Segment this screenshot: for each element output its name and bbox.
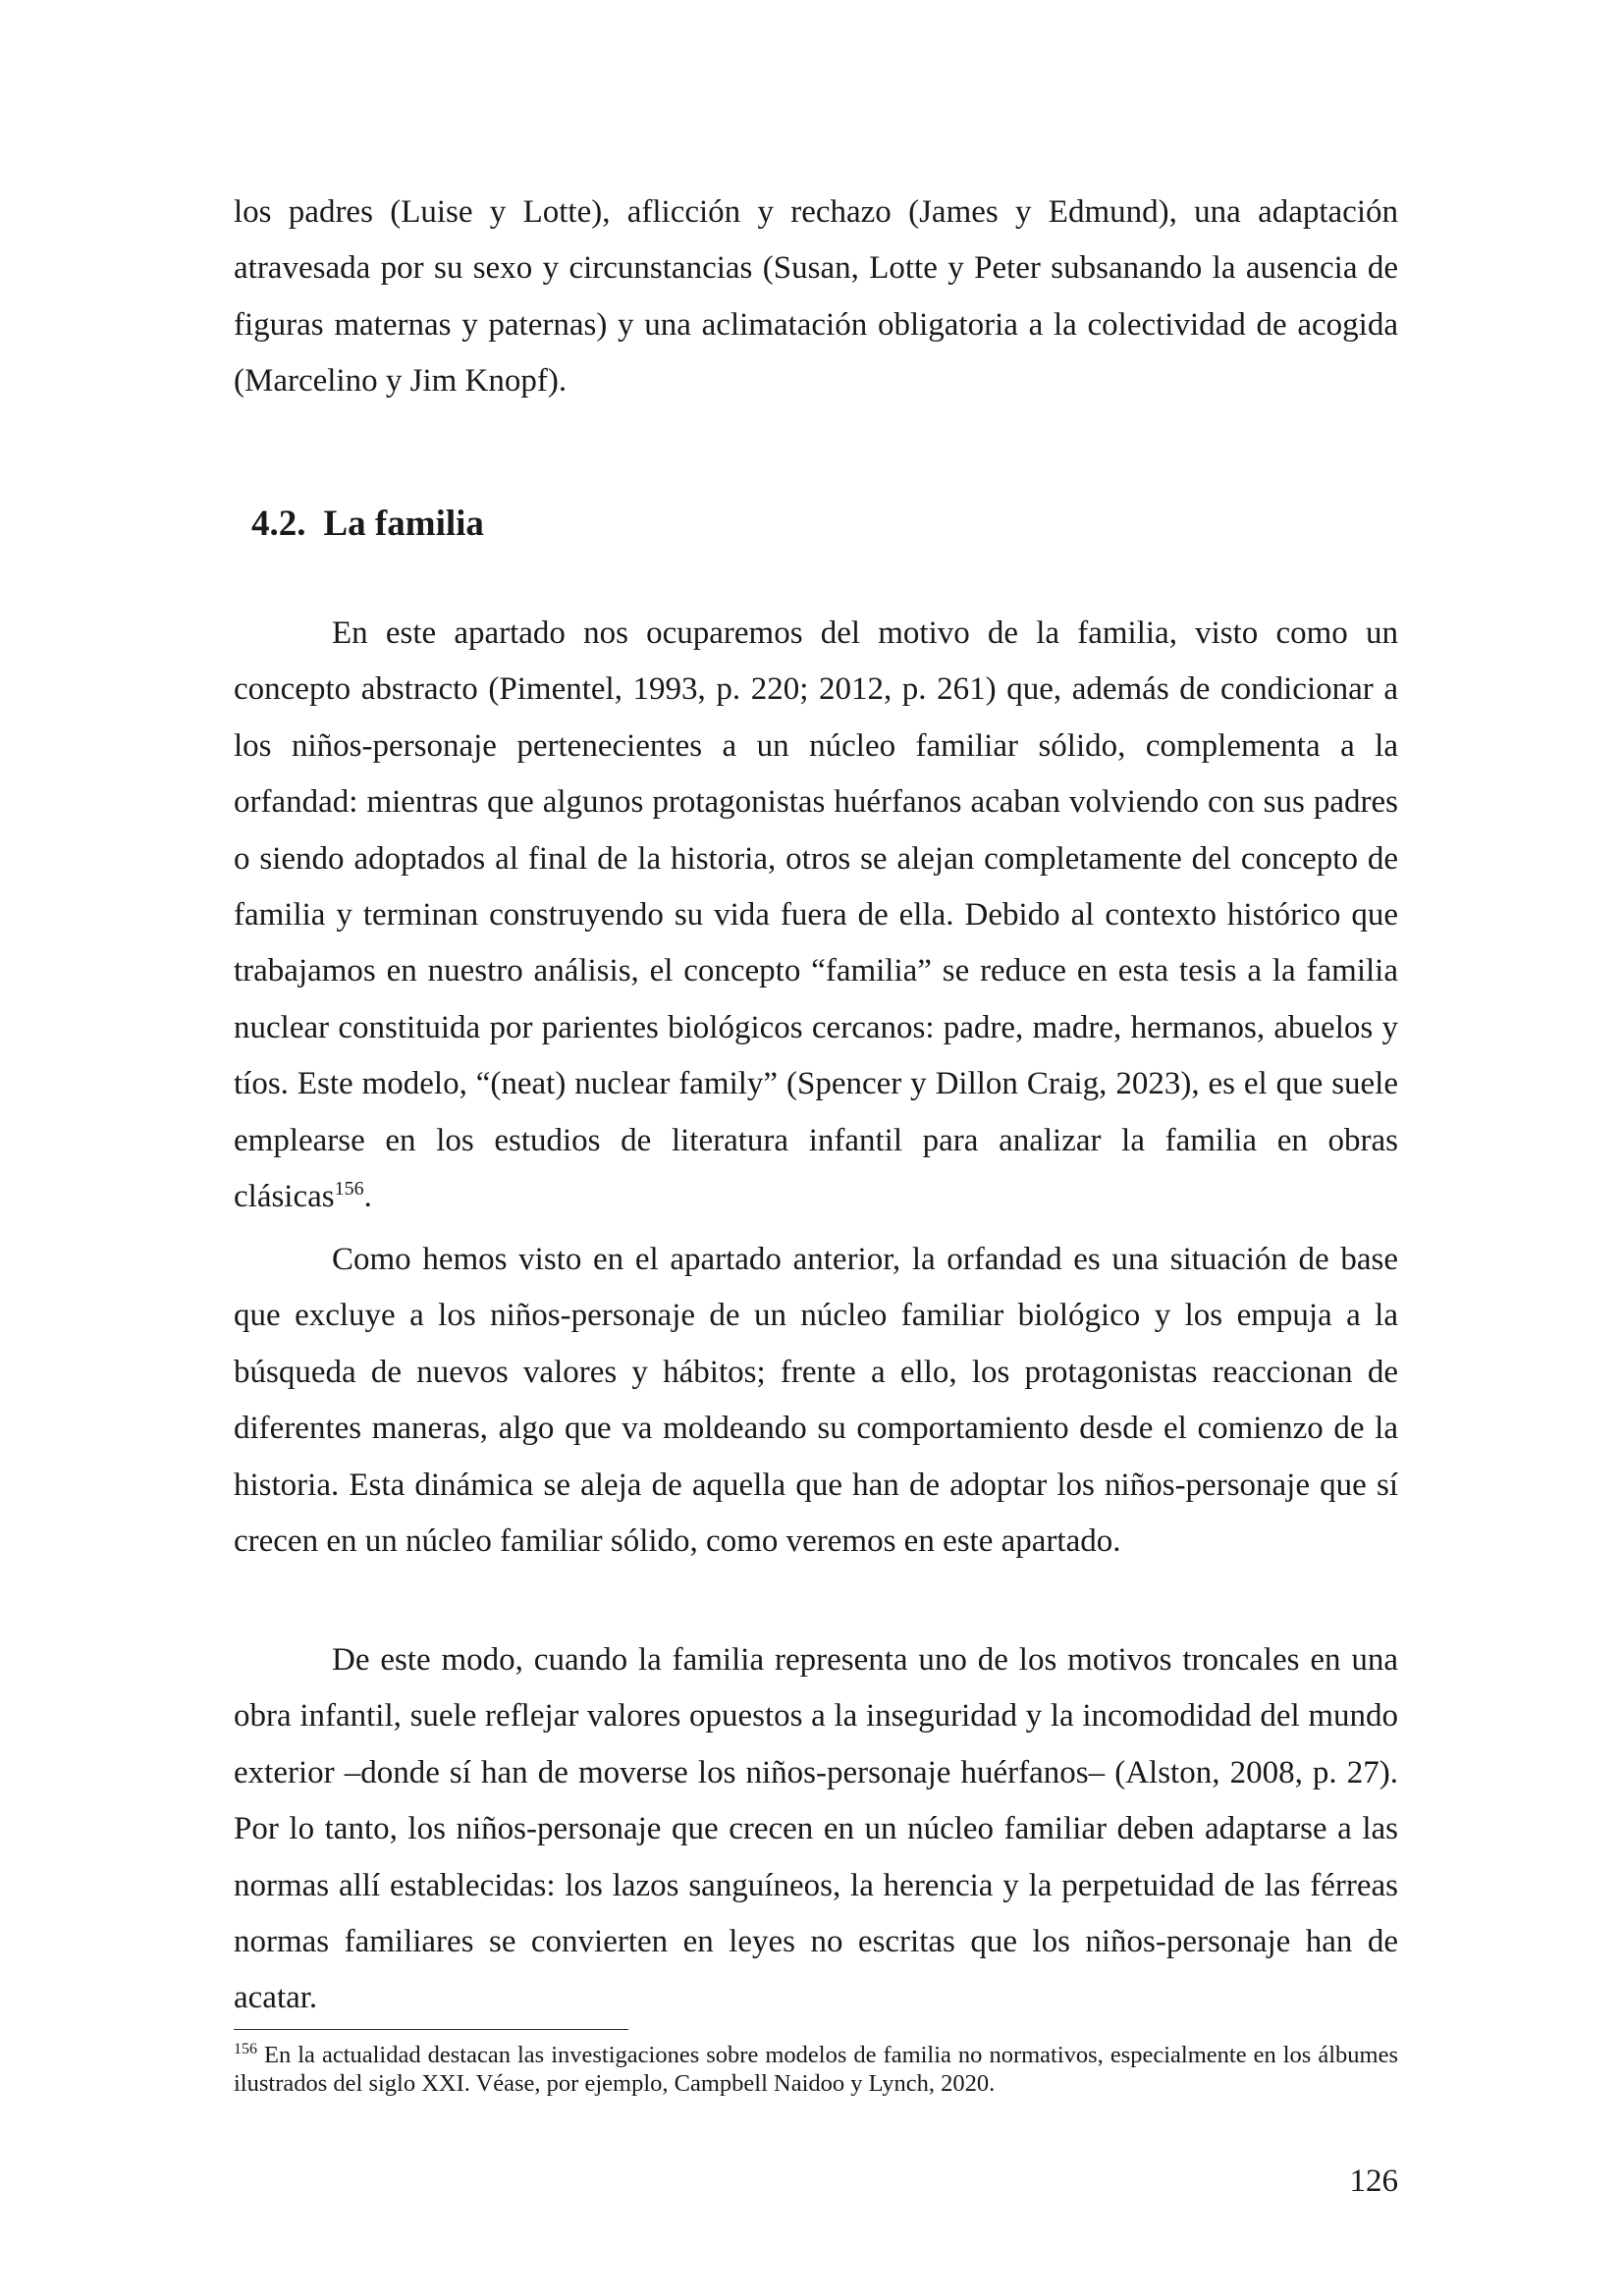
- document-page: [234, 0, 1398, 2296]
- footnote-reference[interactable]: 156: [334, 1178, 364, 1201]
- section-title: La familia: [323, 504, 484, 544]
- section-number: 4.2.: [251, 504, 306, 544]
- body-paragraph-2: Como hemos visto en el apartado anterior, la orfandad es una situación de base que excluye a los niños-personaje de un núcleo familiar biológico y los empuja a la búsqueda de nuevos valores y hábitos; frente a ello, los protagonistas reaccionan de diferentes maneras, algo que va moldeando su comportamiento desde el comienzo de la historia. Esta dinámica se aleja de aquella que han de adoptar los niños-personaje que sí crecen en un núcleo familiar sólido, como veremos en este apartado.: [234, 1242, 1398, 1560]
- footnote: [234, 2041, 1398, 2098]
- footnote-number: 156: [234, 2040, 257, 2057]
- body-paragraph-1: [234, 606, 1398, 1225]
- paragraph-text: En este apartado nos ocuparemos del motivo de la familia, visto como un concepto abstracto (Pimentel, 1993, p. 220; 2012, p. 261) que, además de condicionar a los niños-personaje pertenecientes a un núcleo familiar sólido, complementa a la orfandad: mientras que algunos protagonistas huérfanos acaban volviendo con sus padres o siendo adoptados al final de la historia, otros se alejan completamente del concepto de familia y terminan construyendo su vida fuera de ella. Debido al contexto histórico que trabajamos en nuestro análisis, el concepto “familia” se reduce en esta tesis a la familia nuclear constituida por parientes biológicos cercanos: padre, madre, hermanos, abuelos y tíos. Este modelo, “(neat) nuclear family” (Spencer y Dillon Craig, 2023), es el que suele emplearse en los estudios de literatura infantil para analizar la familia en obras clásicas: [234, 615, 1398, 1215]
- paragraph-end: .: [363, 1179, 372, 1215]
- body-paragraph-3: De este modo, cuando la familia representa uno de los motivos troncales en una obra infantil, suele reflejar valores opuestos a la inseguridad y la incomodidad del mundo exterior –donde sí han de moverse los niños-personaje huérfanos– (Alston, 2008, p. 27). Por lo tanto, los niños-personaje que crecen en un núcleo familiar deben adaptarse a las normas allí establecidas: los lazos sanguíneos, la herencia y la perpetuidad de las férreas normas familiares se convierten en leyes no escritas que los niños-personaje han de acatar.: [234, 1642, 1398, 2016]
- footnote-text: En la actualidad destacan las investigaciones sobre modelos de familia no normativos, especialmente en los álbumes ilustrados del siglo XXI. Véase, por ejemplo, Campbell Naidoo y Lynch, 2020.: [234, 2042, 1398, 2097]
- page-number: 126: [1349, 2163, 1398, 2199]
- intro-paragraph: los padres (Luise y Lotte), aflicción y rechazo (James y Edmund), una adaptación atravesada por su sexo y circunstancias (Susan, Lotte y Peter subsanando la ausencia de figuras maternas y paternas) y una aclimatación obligatoria a la colectividad de acogida (Marcelino y Jim Knopf).: [234, 194, 1398, 400]
- footnote-separator: [234, 2029, 628, 2030]
- section-heading: [251, 497, 484, 552]
